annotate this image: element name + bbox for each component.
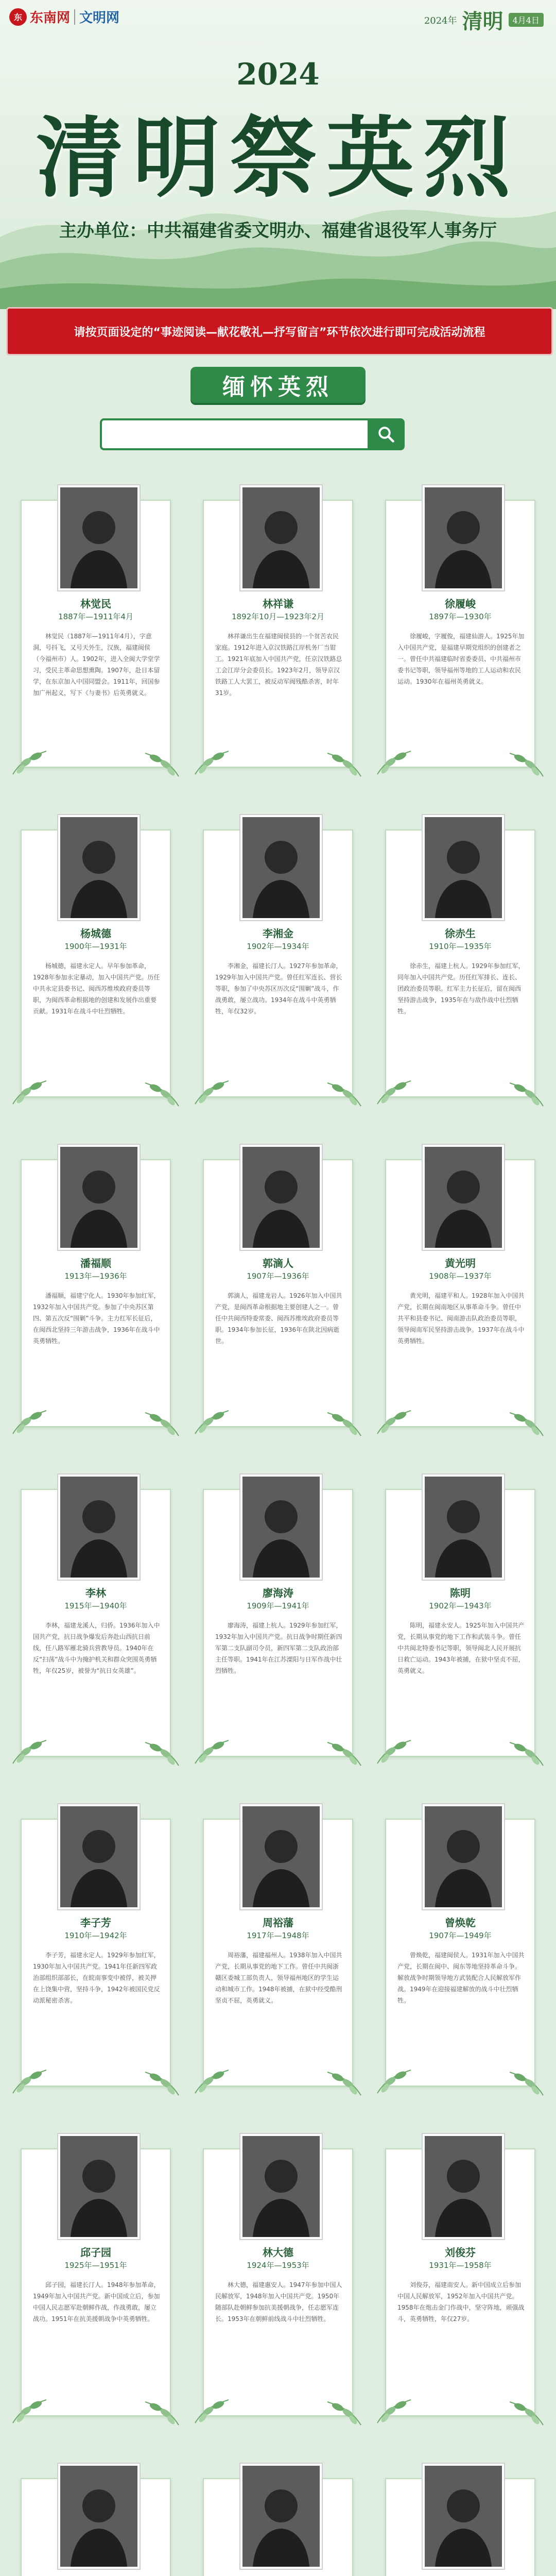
martyr-portrait bbox=[423, 2134, 504, 2239]
martyr-bio: 林大德，福建惠安人。1947年参加中国人民解放军，1948年加入中国共产党。1950年随部队赴朝鲜参加抗美援朝战争，任志愿军连长。1953年在朝鲜前线战斗中壮烈牺牲。 bbox=[215, 2281, 342, 2323]
portrait-silhouette-icon bbox=[425, 2136, 502, 2237]
badge-date: 4月4日 bbox=[509, 13, 544, 27]
martyr-name: 李湘金 bbox=[263, 927, 293, 940]
portrait-silhouette-icon bbox=[242, 2136, 320, 2237]
martyr-bio: 郭滴人，福建龙岩人。1926年加入中国共产党，是闽西革命根据地主要创建人之一。曾任中共闽西特委常委、闽西苏维埃政府委员等职。1934年参加长征，1936年在陕北因病逝世。 bbox=[215, 1292, 342, 1345]
martyr-name: 邱子园 bbox=[80, 2246, 111, 2259]
search-bar bbox=[100, 418, 405, 454]
dongnan-logo-text: 东南网 bbox=[30, 10, 71, 26]
martyr-portrait bbox=[423, 1804, 504, 1909]
martyr-portrait bbox=[58, 1475, 140, 1580]
martyr-card[interactable] bbox=[203, 1489, 353, 1757]
martyr-card[interactable] bbox=[385, 500, 535, 768]
martyr-bio: 李林，福建龙溪人，归侨。1936年加入中国共产党，抗日战争爆发后奔赴山西抗日前线，任八路军雁北骑兵营教导员。1940年在反“扫荡”战斗中为掩护机关和群众突围英勇牺牲，年仅25岁，被誉为“抗日女英雄”。 bbox=[33, 1622, 160, 1674]
section-header bbox=[0, 367, 556, 408]
martyr-portrait bbox=[58, 2464, 140, 2569]
martyr-card[interactable] bbox=[21, 500, 171, 768]
dongnan-logo-icon: 东 bbox=[9, 8, 27, 26]
martyr-dates: 1887年—1911年4月 bbox=[58, 612, 133, 621]
dongnan-logo bbox=[9, 7, 70, 26]
martyr-bio: 李湘金，福建长汀人。1927年参加革命，1929年加入中国共产党。曾任红军连长、营长等职，参加了中央苏区历次反“围剿”战斗，作战勇敢，屡立战功。1934年在战斗中英勇牺牲，年仅32岁。 bbox=[215, 962, 342, 1015]
martyr-portrait bbox=[240, 1804, 322, 1909]
martyr-bio: 廖海涛，福建上杭人。1929年参加红军，1932年加入中国共产党。抗日战争时期任新四军第二支队副司令员，新四军第二支队政治部主任等职。1941年在江苏溧阳与日军作战中壮烈牺牲。 bbox=[215, 1622, 342, 1674]
martyr-dates: 1910年—1935年 bbox=[429, 942, 492, 951]
page-header bbox=[0, 0, 556, 309]
martyr-name: 郭滴人 bbox=[263, 1257, 293, 1269]
martyr-dates: 1907年—1949年 bbox=[429, 1931, 492, 1940]
martyr-dates: 1931年—1958年 bbox=[429, 2261, 492, 2270]
page-title: 清明祭英烈 bbox=[36, 107, 520, 210]
martyr-name: 林觉民 bbox=[80, 598, 111, 610]
martyr-name: 徐赤生 bbox=[445, 927, 476, 940]
martyr-name: 黄光明 bbox=[445, 1257, 476, 1269]
martyr-name: 潘福顺 bbox=[80, 1257, 111, 1269]
martyr-bio: 林祥谦出生在福建闽侯县的一个贫苦农民家庭。1912年进入京汉铁路江岸机务厂当钳工。1921年底加入中国共产党，任京汉铁路总工会江岸分会委员长。1923年2月，领导京汉铁路工人大罢工，被反动军阀残酷杀害，时年31岁。 bbox=[215, 633, 342, 697]
portrait-silhouette-icon bbox=[425, 487, 502, 588]
martyr-name bbox=[22, 2574, 170, 2576]
portrait-silhouette-icon bbox=[60, 1806, 137, 1907]
martyr-portrait bbox=[58, 815, 140, 920]
martyr-dates: 1902年—1943年 bbox=[429, 1601, 492, 1611]
portrait-silhouette-icon bbox=[60, 817, 137, 918]
martyr-bio: 曾焕乾，福建闽侯人。1931年加入中国共产党，长期在闽中、闽东等地坚持革命斗争。解放战争时期领导地方武装配合人民解放军作战。1949年在迎接福建解放的战斗中壮烈牺牲。 bbox=[397, 1952, 525, 2004]
martyr-card[interactable] bbox=[203, 500, 353, 768]
martyr-card[interactable] bbox=[21, 2148, 171, 2416]
martyr-card[interactable] bbox=[21, 1489, 171, 1757]
badge-qingming: 清明 bbox=[462, 9, 503, 33]
martyr-dates: 1907年—1936年 bbox=[247, 1272, 309, 1281]
portrait-silhouette-icon bbox=[425, 1477, 502, 1578]
martyr-card[interactable] bbox=[203, 2148, 353, 2416]
martyr-dates: 1900年—1931年 bbox=[64, 942, 127, 951]
martyr-name: 周裕藩 bbox=[263, 1917, 293, 1929]
martyr-card[interactable] bbox=[21, 1819, 171, 2087]
martyr-name: 林祥谦 bbox=[263, 598, 293, 610]
martyr-portrait bbox=[240, 815, 322, 920]
martyr-card[interactable] bbox=[385, 2478, 535, 2576]
search-button[interactable] bbox=[368, 418, 405, 450]
logo-bar bbox=[9, 7, 119, 26]
title-year: 2024 bbox=[236, 57, 320, 92]
martyr-bio: 黄光明，福建平和人。1928年加入中国共产党，长期在闽南地区从事革命斗争。曾任中共平和县委书记、闽南游击队政治委员等职，领导闽南军民坚持游击战争。1937年在战斗中英勇牺牲。 bbox=[397, 1292, 525, 1345]
martyr-bio: 李子芳，福建永定人。1929年参加红军，1930年加入中国共产党。1941年任新四军政治部组织部部长，在皖南事变中被俘，被关押在上饶集中营，坚持斗争，1942年被国民党反动派秘密杀害。 bbox=[33, 1952, 160, 2004]
instruction-banner bbox=[6, 307, 553, 355]
qingming-date-badge bbox=[424, 5, 544, 35]
martyr-portrait bbox=[58, 1804, 140, 1909]
portrait-silhouette-icon bbox=[242, 1477, 320, 1578]
martyr-card[interactable] bbox=[21, 1159, 171, 1427]
martyr-bio: 杨城德，福建永定人。早年参加革命，1928年参加永定暴动，加入中国共产党。历任中共永定县委书记、闽西苏维埃政府委员等职，为闽西革命根据地的创建和发展作出重要贡献。1931年在战斗中壮烈牺牲。 bbox=[33, 962, 160, 1015]
martyr-dates: 1908年—1937年 bbox=[429, 1272, 492, 1281]
instruction-text: 请按页面设定的“事迹阅读—献花敬礼—抒写留言”环节依次进行即可完成活动流程 bbox=[74, 326, 485, 339]
portrait-silhouette-icon bbox=[60, 2136, 137, 2237]
martyr-dates: 1925年—1951年 bbox=[64, 2261, 127, 2270]
portrait-silhouette-icon bbox=[425, 1147, 502, 1248]
martyr-dates: 1897年—1930年 bbox=[429, 612, 492, 621]
martyr-name: 杨城德 bbox=[80, 927, 111, 940]
logo-divider bbox=[74, 9, 75, 25]
martyr-name bbox=[204, 2574, 352, 2576]
martyr-card[interactable] bbox=[203, 1159, 353, 1427]
martyr-card[interactable] bbox=[385, 829, 535, 1097]
martyr-bio: 刘俊芬，福建南安人。新中国成立后参加中国人民解放军，1952年加入中国共产党。1958年在炮击金门作战中，坚守阵地，顽强战斗，英勇牺牲，年仅27岁。 bbox=[397, 2281, 525, 2323]
search-input[interactable] bbox=[100, 418, 368, 450]
martyr-name: 陈明 bbox=[450, 1587, 471, 1599]
martyr-name: 刘俊芬 bbox=[445, 2246, 476, 2259]
martyr-dates: 1915年—1940年 bbox=[64, 1601, 127, 1611]
martyr-dates: 1902年—1934年 bbox=[247, 942, 309, 951]
martyr-bio: 邱子园，福建长汀人。1948年参加革命，1949年加入中国共产党。新中国成立后，参加中国人民志愿军赴朝鲜作战，作战勇敢，屡立战功。1951年在抗美援朝战争中英勇牺牲。 bbox=[33, 2281, 160, 2323]
martyr-portrait bbox=[423, 815, 504, 920]
martyr-card[interactable] bbox=[203, 829, 353, 1097]
martyr-bio: 林觉民（1887年—1911年4月），字意洞，号抖飞，又号天外生，汉族，福建闽侯（今福州市）人。1902年，进入全闽大学堂学习，受民主革命思想熏陶。1907年，赴日本留学，在东京加入中国同盟会。1911年，回国参加广州起义，写下《与妻书》后英勇就义。 bbox=[33, 633, 160, 697]
martyr-name: 廖海涛 bbox=[263, 1587, 293, 1599]
martyr-dates: 1909年—1941年 bbox=[247, 1601, 309, 1611]
wenming-logo-text: 文明网 bbox=[79, 10, 120, 26]
martyr-dates: 1924年—1953年 bbox=[247, 2261, 309, 2270]
martyr-portrait bbox=[240, 485, 322, 590]
martyr-portrait bbox=[240, 1145, 322, 1250]
martyr-name: 李林 bbox=[85, 1587, 106, 1599]
portrait-silhouette-icon bbox=[425, 1806, 502, 1907]
portrait-silhouette-icon bbox=[425, 817, 502, 918]
martyr-name: 徐履峻 bbox=[445, 598, 476, 610]
badge-year: 2024年 bbox=[424, 15, 457, 26]
martyr-dates: 1913年—1936年 bbox=[64, 1272, 127, 1281]
portrait-silhouette-icon bbox=[242, 487, 320, 588]
portrait-silhouette-icon bbox=[242, 2466, 320, 2567]
martyr-card[interactable] bbox=[21, 2478, 171, 2576]
martyr-name: 林大德 bbox=[263, 2246, 293, 2259]
martyr-portrait bbox=[58, 485, 140, 590]
martyr-bio: 陈明，福建永安人。1925年加入中国共产党，长期从事党的地下工作和武装斗争。曾任中共闽北特委书记等职，领导闽北人民开展抗日救亡运动。1943年被捕，在狱中坚贞不屈，英勇就义。 bbox=[397, 1622, 525, 1674]
portrait-silhouette-icon bbox=[60, 2466, 137, 2567]
martyr-portrait bbox=[423, 485, 504, 590]
martyr-portrait bbox=[240, 2464, 322, 2569]
martyr-name: 曾焕乾 bbox=[445, 1917, 476, 1929]
martyr-portrait bbox=[240, 2134, 322, 2239]
martyr-bio: 潘福顺，福建宁化人。1930年参加红军，1932年加入中国共产党。参加了中央苏区第四、第五次反“围剿”斗争。主力红军长征后，在闽西北坚持三年游击战争，1936年在战斗中英勇牺牲。 bbox=[33, 1292, 160, 1345]
martyr-bio: 周裕藩，福建福州人。1938年加入中国共产党，长期从事党的地下工作。曾任中共闽浙赣区委城工部负责人，领导福州地区的学生运动和城市工作。1948年被捕，在狱中经受酷刑坚贞不屈，英勇就义。 bbox=[215, 1952, 342, 2004]
portrait-silhouette-icon bbox=[242, 817, 320, 918]
martyr-dates: 1917年—1948年 bbox=[247, 1931, 309, 1940]
host-organizers: 主办单位：中共福建省委文明办、福建省退役军人事务厅 bbox=[59, 221, 497, 241]
martyr-card[interactable] bbox=[385, 1489, 535, 1757]
martyr-card[interactable] bbox=[385, 2148, 535, 2416]
section-title: 缅怀英烈 bbox=[190, 367, 366, 403]
martyr-card[interactable] bbox=[203, 1819, 353, 2087]
martyr-bio: 徐履峻，字履俊，福建仙游人。1925年加入中国共产党，是福建早期党组织的创建者之一。曾任中共福建临时省委委员、中共福州市委书记等职，领导福州等地的工人运动和农民运动。1930年在福州英勇就义。 bbox=[397, 633, 525, 685]
portrait-silhouette-icon bbox=[242, 1806, 320, 1907]
martyr-card[interactable] bbox=[21, 829, 171, 1097]
martyr-dates: 1892年10月—1923年2月 bbox=[232, 612, 324, 621]
martyr-portrait bbox=[58, 1145, 140, 1250]
martyr-name bbox=[386, 2574, 534, 2576]
martyr-card[interactable] bbox=[385, 1159, 535, 1427]
martyr-portrait bbox=[240, 1475, 322, 1580]
martyr-card[interactable] bbox=[385, 1819, 535, 2087]
portrait-silhouette-icon bbox=[60, 487, 137, 588]
portrait-silhouette-icon bbox=[242, 1147, 320, 1248]
portrait-silhouette-icon bbox=[425, 2466, 502, 2567]
martyr-card[interactable] bbox=[203, 2478, 353, 2576]
martyr-portrait bbox=[423, 1475, 504, 1580]
search-icon bbox=[377, 425, 395, 444]
portrait-silhouette-icon bbox=[60, 1147, 137, 1248]
martyr-portrait bbox=[423, 2464, 504, 2569]
martyr-dates: 1910年—1942年 bbox=[64, 1931, 127, 1940]
martyr-portrait bbox=[423, 1145, 504, 1250]
martyr-bio: 徐赤生，福建上杭人。1929年参加红军，同年加入中国共产党。历任红军排长、连长、团政治委员等职。红军主力长征后，留在闽西坚持游击战争，1935年在与敌作战中壮烈牺牲。 bbox=[397, 962, 525, 1015]
portrait-silhouette-icon bbox=[60, 1477, 137, 1578]
martyr-portrait bbox=[58, 2134, 140, 2239]
martyr-name: 李子芳 bbox=[80, 1917, 111, 1929]
